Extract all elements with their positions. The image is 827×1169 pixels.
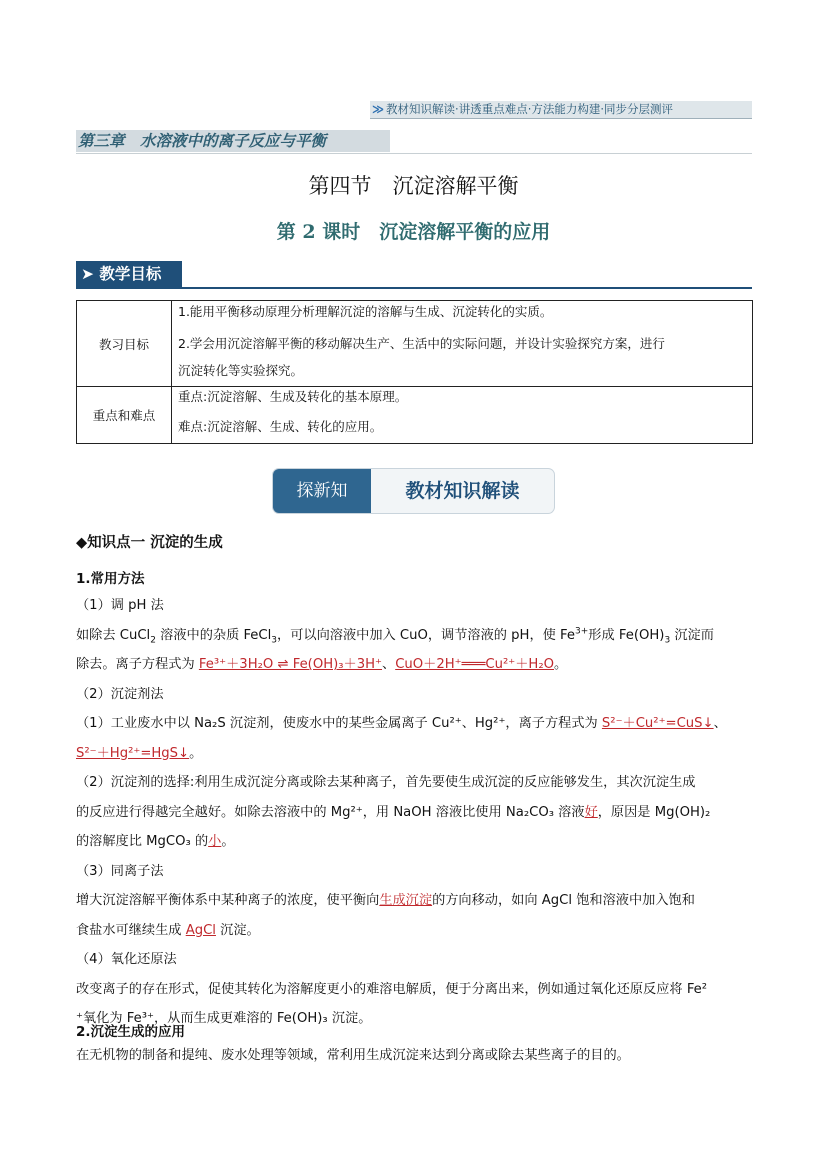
answer-equation: S²⁻＋Hg²⁺=HgS↓ bbox=[76, 745, 190, 761]
text: 沉淀而 bbox=[670, 627, 714, 643]
paragraph-line: ⁺氧化为 Fe³⁺，从而生成更难溶的 Fe(OH)₃ 沉淀。 bbox=[76, 1011, 372, 1026]
table-row bbox=[77, 387, 753, 444]
header-tagline-bar bbox=[370, 101, 752, 119]
paragraph-line bbox=[76, 916, 752, 946]
paragraph-line: （2）沉淀剂的选择:利用生成沉淀分离或除去某种离子，首先要使生成沉淀的反应能够发生，其次沉淀生成 bbox=[76, 775, 696, 790]
text: 食盐水可继续生成 bbox=[76, 922, 186, 938]
goals-row-content bbox=[172, 301, 753, 387]
text: 的反应进行得越完全越好。如除去溶液中的 Mg²⁺，用 NaOH 溶液比使用 Na₂CO₃ 溶液 bbox=[76, 804, 585, 820]
goals-table bbox=[76, 300, 753, 444]
table-row bbox=[77, 301, 753, 387]
double-arrow-icon: ≫ bbox=[372, 102, 385, 116]
goals-row-heading: 教习目标 bbox=[77, 301, 172, 387]
answer-blank: 生成沉淀 bbox=[379, 893, 433, 908]
paragraph-line bbox=[76, 886, 752, 916]
paragraph-line bbox=[76, 621, 752, 651]
subscript: 2 bbox=[150, 635, 156, 646]
text: 如除去 CuCl bbox=[76, 627, 151, 643]
subsection-title: 2.沉淀生成的应用 bbox=[76, 1024, 186, 1040]
text: 沉淀。 bbox=[215, 922, 260, 938]
text: ，原因是 Mg(OH)₂ bbox=[597, 804, 711, 820]
paragraph-line bbox=[76, 827, 752, 857]
text: 。 bbox=[189, 745, 203, 761]
key-point-line: 难点:沉淀溶解、生成、转化的应用。 bbox=[178, 419, 383, 434]
answer-equation: CuO＋2H⁺═══Cu²⁺＋H₂O bbox=[395, 657, 555, 672]
answer-blank: 小 bbox=[208, 834, 222, 849]
explore-banner bbox=[273, 469, 554, 513]
text: 溶液中的杂质 FeCl bbox=[155, 627, 272, 643]
paragraph-line bbox=[76, 739, 752, 769]
subscript: 3 bbox=[664, 635, 671, 646]
goal-line: 1.能用平衡移动原理分析理解沉淀的溶解与生成、沉淀转化的实质。 bbox=[178, 304, 553, 319]
text: 形成 Fe(OH) bbox=[588, 627, 665, 643]
content-body bbox=[76, 591, 752, 1034]
text: ，可以向溶液中加入 CuO，调节溶液的 pH，使 Fe bbox=[277, 627, 576, 643]
answer-blank: 好 bbox=[584, 804, 598, 820]
text: 。 bbox=[221, 834, 235, 849]
banner-left-label: 探新知 bbox=[273, 469, 371, 513]
goals-row-heading: 重点和难点 bbox=[77, 387, 172, 444]
banner-right-label: 教材知识解读 bbox=[405, 480, 520, 502]
paragraph-line: 在无机物的制备和提纯、废水处理等领域，常利用生成沉淀来达到分离或除去某些离子的目的。 bbox=[76, 1048, 630, 1063]
subsection-title: 1.常用方法 bbox=[76, 571, 145, 587]
lesson-title: 第 2 课时 沉淀溶解平衡的应用 bbox=[276, 221, 551, 243]
text: 、 bbox=[382, 657, 396, 672]
text: 的方向移动，如向 AgCl 饱和溶液中加入饱和 bbox=[432, 893, 695, 908]
text: （1）工业废水中以 Na₂S 沉淀剂，使废水中的某些金属离子 Cu²⁺、Hg²⁺，离子方程式为 bbox=[76, 716, 602, 731]
chapter-title: 第三章 水溶液中的离子反应与平衡 bbox=[76, 130, 390, 152]
goal-line: 沉淀转化等实验探究。 bbox=[178, 363, 304, 378]
chapter-divider bbox=[76, 153, 752, 154]
content-body-2 bbox=[76, 1041, 752, 1071]
paragraph-line: 改变离子的存在形式，促使其转化为溶解度更小的难溶电解质，便于分离出来，例如通过氧化还原反应将 Fe² bbox=[76, 981, 708, 997]
superscript: 3+ bbox=[575, 626, 589, 637]
goal-line: 2.学会用沉淀溶解平衡的移动解决生产、生活中的实际问题，并设计实验探究方案，进行 bbox=[178, 336, 665, 351]
text: 。 bbox=[554, 657, 568, 672]
paragraph-line bbox=[76, 798, 752, 828]
text: 、 bbox=[713, 716, 727, 731]
knowledge-point-title: ◆知识点一 沉淀的生成 bbox=[76, 535, 223, 551]
subscript: 3 bbox=[271, 635, 278, 646]
paragraph-line bbox=[76, 650, 752, 680]
answer-blank: AgCl bbox=[185, 922, 216, 938]
section-title: 第四节 沉淀溶解平衡 bbox=[308, 174, 519, 198]
key-point-line: 重点:沉淀溶解、生成及转化的基本原理。 bbox=[178, 389, 408, 404]
text: 的溶解度比 MgCO₃ 的 bbox=[76, 834, 209, 849]
method-title: （3）同离子法 bbox=[76, 863, 164, 879]
text: 增大沉淀溶解平衡体系中某种离子的浓度，使平衡向 bbox=[76, 893, 380, 908]
method-title: （1）调 pH 法 bbox=[76, 598, 164, 613]
answer-equation: Fe³⁺＋3H₂O ⇌ Fe(OH)₃＋3H⁺ bbox=[198, 657, 383, 672]
method-title: （2）沉淀剂法 bbox=[76, 686, 164, 702]
goals-row-content bbox=[172, 387, 753, 444]
header-tagline: 教材知识解读·讲透重点难点·方法能力构建·同步分层测评 bbox=[386, 102, 674, 116]
answer-equation: S²⁻＋Cu²⁺=CuS↓ bbox=[601, 716, 714, 731]
text: 除去。离子方程式为 bbox=[76, 657, 199, 672]
method-title: （4）氧化还原法 bbox=[76, 952, 177, 967]
teaching-goals-divider bbox=[76, 287, 752, 289]
teaching-goals-tag: ➤ 教学目标 bbox=[76, 261, 182, 287]
paragraph-line bbox=[76, 709, 752, 739]
